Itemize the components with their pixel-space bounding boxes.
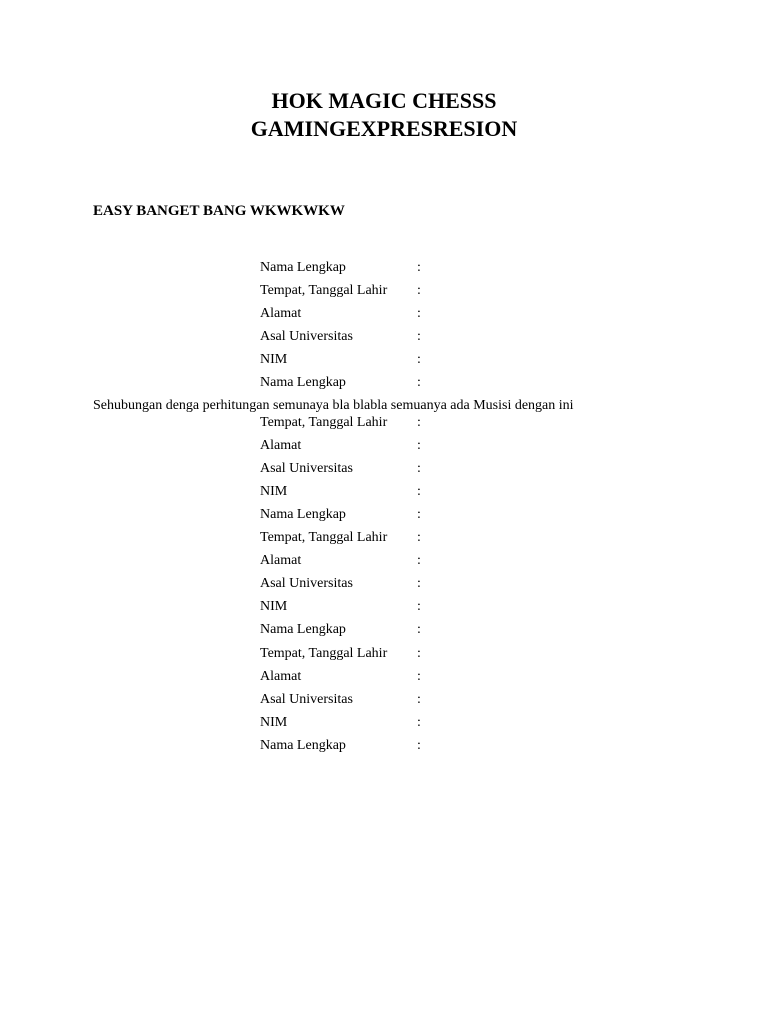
field-label: NIM	[260, 714, 288, 730]
section-heading: EASY BANGET BANG WKWKWKW	[93, 203, 345, 219]
field-colon: :	[417, 737, 421, 753]
field-label: Alamat	[260, 438, 302, 454]
field-label: Asal Universitas	[260, 576, 353, 592]
field-colon: :	[417, 576, 421, 592]
field-colon: :	[417, 645, 421, 661]
field-colon: :	[417, 415, 421, 430]
field-label: Nama Lengkap	[260, 375, 346, 390]
field-label: Tempat, Tanggal Lahir	[260, 530, 388, 546]
field-colon: :	[417, 283, 421, 298]
field-colon: :	[417, 484, 421, 500]
field-colon: :	[417, 668, 421, 684]
field-label: NIM	[260, 484, 288, 500]
field-label: NIM	[260, 352, 288, 367]
field-label: Alamat	[260, 668, 302, 684]
field-colon: :	[417, 375, 421, 390]
field-colon: :	[417, 530, 421, 546]
document-title-line-2: GAMINGEXPRESRESION	[250, 116, 518, 141]
field-label: Nama Lengkap	[260, 737, 346, 753]
field-label: Asal Universitas	[260, 461, 353, 477]
field-label: Tempat, Tanggal Lahir	[260, 645, 388, 661]
field-colon: :	[417, 329, 421, 344]
field-colon: :	[417, 352, 421, 367]
field-label: NIM	[260, 599, 288, 615]
body-sentence: Sehubungan denga perhitungan semunaya bla blabla semuanya ada Musisi dengan ini	[93, 398, 574, 413]
field-label: Alamat	[260, 553, 302, 569]
field-colon: :	[417, 507, 421, 523]
field-colon: :	[417, 599, 421, 615]
field-label: Nama Lengkap	[260, 507, 346, 523]
field-colon: :	[417, 260, 421, 275]
field-label: Tempat, Tanggal Lahir	[260, 415, 388, 430]
field-label: Alamat	[260, 306, 302, 321]
field-colon: :	[417, 553, 421, 569]
field-label: Tempat, Tanggal Lahir	[260, 283, 388, 298]
field-colon: :	[417, 691, 421, 707]
field-colon: :	[417, 306, 421, 321]
document-title-line-1: HOK MAGIC CHESSS	[271, 88, 497, 113]
field-label: Asal Universitas	[260, 691, 353, 707]
field-label: Nama Lengkap	[260, 622, 346, 638]
field-colon: :	[417, 461, 421, 477]
field-label: Asal Universitas	[260, 329, 353, 344]
field-colon: :	[417, 714, 421, 730]
field-label: Nama Lengkap	[260, 260, 346, 275]
field-colon: :	[417, 622, 421, 638]
field-colon: :	[417, 438, 421, 454]
